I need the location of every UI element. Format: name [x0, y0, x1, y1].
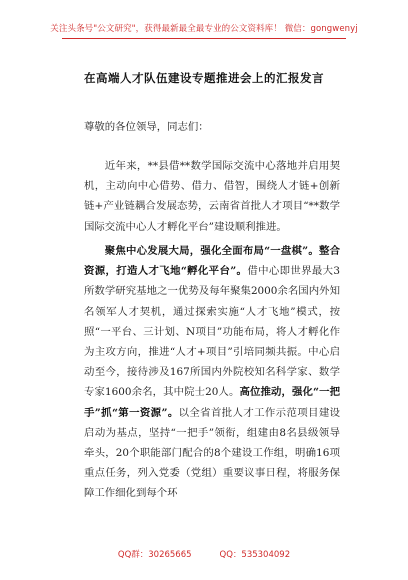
paragraph-2 [84, 241, 340, 504]
page-title: 在高端人才队伍建设专题推进会上的汇报发言 [84, 71, 324, 85]
paragraph-1: 近年来，**县借**数学国际交流中心落地并启用契机，主动向中心借势、借力、借智，围绕人才链+创新链+产业链耦合发展态势，云南省首批人才项目“**数学国际交流中心人才孵化平台”建设顺利推进。 [84, 160, 340, 233]
salutation: 尊敬的各位领导，同志们： [84, 121, 209, 133]
paragraph-2-heading-2: 高位推动，强化“一把手”抓“第一资源”。 [84, 386, 340, 419]
footer-contact [0, 548, 408, 560]
footer-qq: QQ：535304092 [219, 550, 291, 560]
header-divider [62, 38, 346, 39]
paragraph-2-text-2: 以全省首批人才工作示范项目建设启动为基点，坚持“一把手”领衔，组建由8名县级领导牵头，20个职能部门配合的8个建设工作组，明确16项重点任务，列入党委（党组）重要议事日程，将服务保障工作细化到每个环 [84, 406, 340, 500]
paragraph-2-text-1: 借中心即世界最大3所数学研究基地之一优势及每年聚集2000余名国内外知名领军人才契机，通过探索实施“人才飞地”模式，按照“一平台、三计划、N项目”功能布局，将人才孵化作为主攻方向，推进“人才+项目”引培同频共振。中心启动至今，接待涉及167所国内外院校知名科学家、数学专家1600余名，其中院士20人。 [84, 265, 340, 399]
header-note: 关注头条号"公文研究"，获得最新最全最专业的公文资料库！ 微信：gongwenyj [50, 24, 358, 34]
footer-qq-group: QQ群：30265665 [117, 550, 192, 560]
paragraph-2-heading-1: 聚焦中心发展大局，强化全面布局“一盘棋”。整合资源，打造人才飞地“孵化平台”。 [84, 245, 340, 278]
